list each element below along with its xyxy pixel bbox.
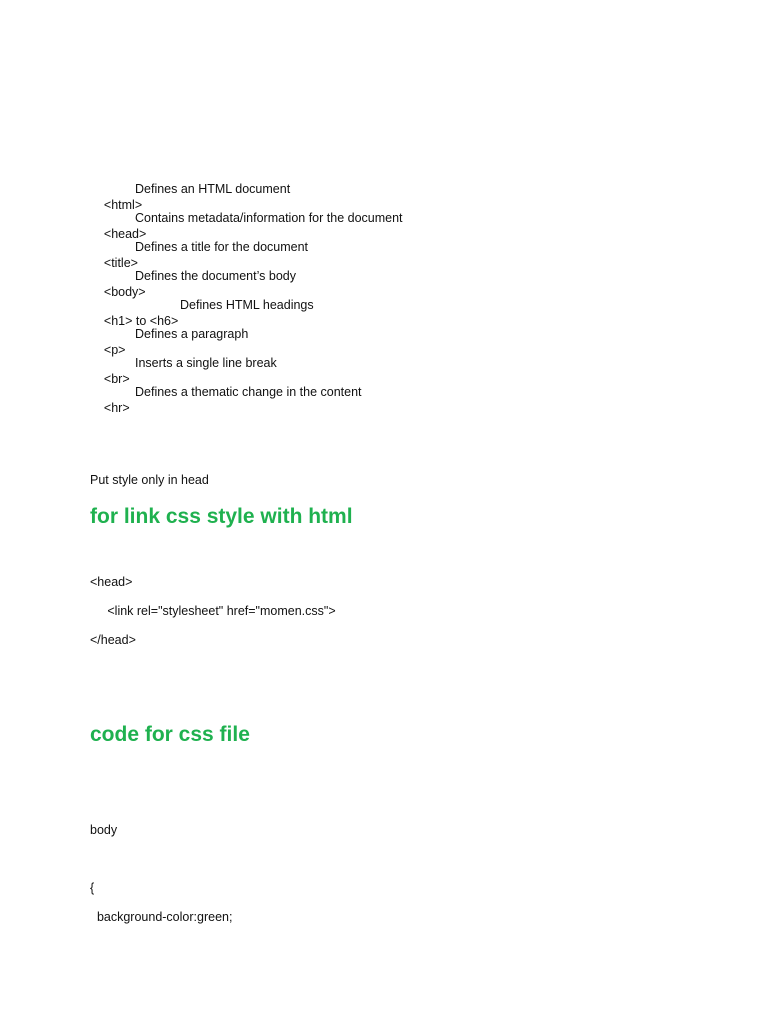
tag-description: Defines a paragraph <box>135 327 249 341</box>
code-line: body <box>90 823 118 837</box>
tag-description: Defines a thematic change in the content <box>135 385 362 399</box>
code-line: <head> <box>90 575 133 589</box>
tag-description: Inserts a single line break <box>135 356 277 370</box>
heading-link-css: for link css style with html <box>90 505 353 528</box>
tag-name: <h1> to <h6> <box>103 314 179 328</box>
tag-description: Defines a title for the document <box>135 240 309 254</box>
tag-description: Contains metadata/information for the document <box>135 211 403 225</box>
tag-name: <title> <box>103 256 138 270</box>
tag-name: <body> <box>103 285 146 299</box>
tag-name: <br> <box>103 372 130 386</box>
tag-name: <html> <box>103 198 143 212</box>
tag-name: <hr> <box>103 401 130 415</box>
code-line: { <box>90 881 95 895</box>
tag-description: Defines an HTML document <box>135 182 291 196</box>
code-line: <link rel="stylesheet" href="momen.css"> <box>90 604 336 618</box>
style-note: Put style only in head <box>90 473 209 487</box>
tag-description: Defines HTML headings <box>180 298 314 312</box>
code-line: background-color:green; <box>90 910 233 924</box>
code-line: </head> <box>90 633 136 647</box>
heading-css-file: code for css file <box>90 723 250 746</box>
tag-name: <head> <box>103 227 147 241</box>
tag-row-hr <box>90 384 362 448</box>
tag-description: Defines the document’s body <box>135 269 296 283</box>
tag-name: <p> <box>103 343 126 357</box>
